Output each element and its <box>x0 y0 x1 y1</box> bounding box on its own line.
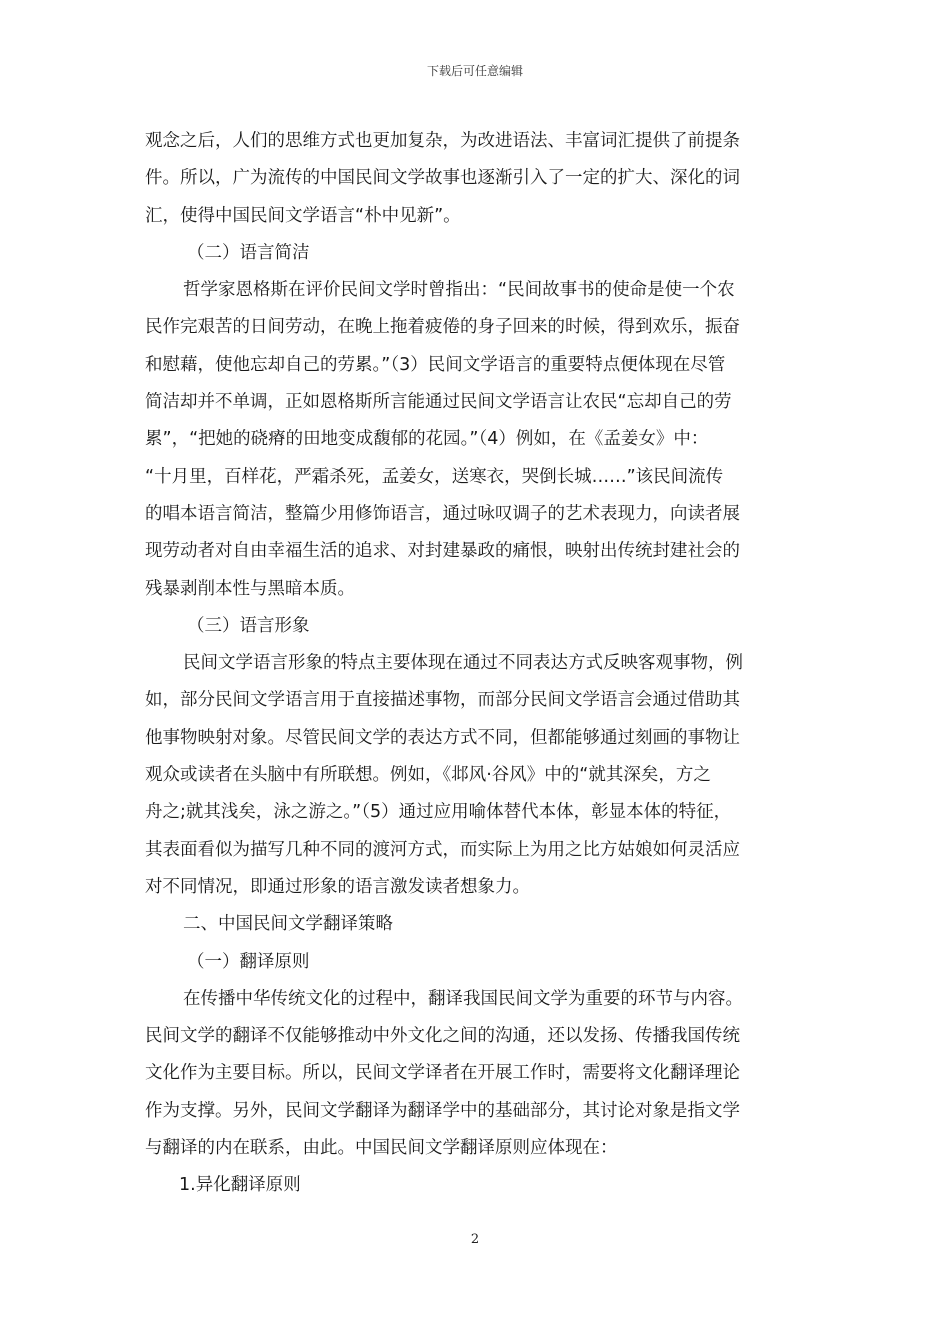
body-line: 和慰藉，使他忘却自己的劳累。”（3）民间文学语言的重要特点便体现在尽管 <box>145 354 726 375</box>
body-line: 舟之;就其浅矣，泳之游之。”（5）通过应用喻体替代本体，彰显本体的特征， <box>145 802 732 823</box>
body-line: 观众或读者在头脑中有所联想。例如，《邶风·谷风》中的“就其深矣，方之 <box>145 765 711 786</box>
header-note: 下载后可任意编辑 <box>426 64 523 78</box>
paragraph-first-line: 民间文学语言形象的特点主要体现在通过不同表达方式反映客观事物，例 <box>183 653 743 674</box>
body-line: 其表面看似为描写几种不同的渡河方式，而实际上为用之比方姑娘如何灵活应 <box>145 839 740 860</box>
section-heading: （一）翻译原则 <box>187 951 310 972</box>
body-line: 文化作为主要目标。所以，民间文学译者在开展工作时，需要将文化翻译理论 <box>145 1063 740 1084</box>
body-line: 对不同情况，即通过形象的语言激发读者想象力。 <box>145 876 530 897</box>
chapter-heading: 二、中国民间文学翻译策略 <box>183 914 393 935</box>
body-line: 累”，“把她的硗瘠的田地变成馥郁的花园。”（4）例如，在《孟姜女》中： <box>145 429 709 450</box>
body-line: 他事物映射对象。尽管民间文学的表达方式不同，但都能够通过刻画的事物让 <box>145 727 740 748</box>
paragraph-first-line: 哲学家恩格斯在评价民间文学时曾指出：“民间故事书的使命是使一个农 <box>183 280 735 301</box>
body-line: 民作完艰苦的日间劳动，在晚上拖着疲倦的身子回来的时候，得到欢乐，振奋 <box>145 317 740 338</box>
body-line: 现劳动者对自由幸福生活的追求、对封建暴政的痛恨，映射出传统封建社会的 <box>145 541 740 562</box>
paragraph-first-line: 在传播中华传统文化的过程中，翻译我国民间文学为重要的环节与内容。 <box>183 988 743 1009</box>
body-line: 的唱本语言简洁，整篇少用修饰语言，通过咏叹调子的艺术表现力，向读者展 <box>145 503 740 524</box>
body-line: 作为支撑。另外，民间文学翻译为翻译学中的基础部分，其讨论对象是指文学 <box>145 1100 740 1121</box>
body-line: 残暴剥削本性与黑暗本质。 <box>145 578 355 599</box>
page-number: 2 <box>470 1232 480 1247</box>
numbered-heading: 1.异化翻译原则 <box>179 1175 301 1196</box>
body-line: 如，部分民间文学语言用于直接描述事物，而部分民间文学语言会通过借助其 <box>145 690 740 711</box>
section-heading: （三）语言形象 <box>187 615 310 636</box>
body-line: 民间文学的翻译不仅能够推动中外文化之间的沟通，还以发扬、传播我国传统 <box>145 1026 740 1047</box>
section-heading: （二）语言简洁 <box>187 242 310 263</box>
body-line: 与翻译的内在联系，由此。中国民间文学翻译原则应体现在： <box>145 1138 618 1159</box>
body-line: 汇，使得中国民间文学语言“朴中见新”。 <box>145 205 461 226</box>
body-line: “十月里，百样花，严霜杀死，孟姜女，送寒衣，哭倒长城……”该民间流传 <box>145 466 724 487</box>
document-body <box>145 123 810 1205</box>
body-line: 件。所以，广为流传的中国民间文学故事也逐渐引入了一定的扩大、深化的词 <box>145 168 740 189</box>
body-line: 简洁却并不单调，正如恩格斯所言能通过民间文学语言让农民“忘却自己的劳 <box>145 392 732 413</box>
body-line: 观念之后，人们的思维方式也更加复杂，为改进语法、丰富词汇提供了前提条 <box>145 131 740 151</box>
